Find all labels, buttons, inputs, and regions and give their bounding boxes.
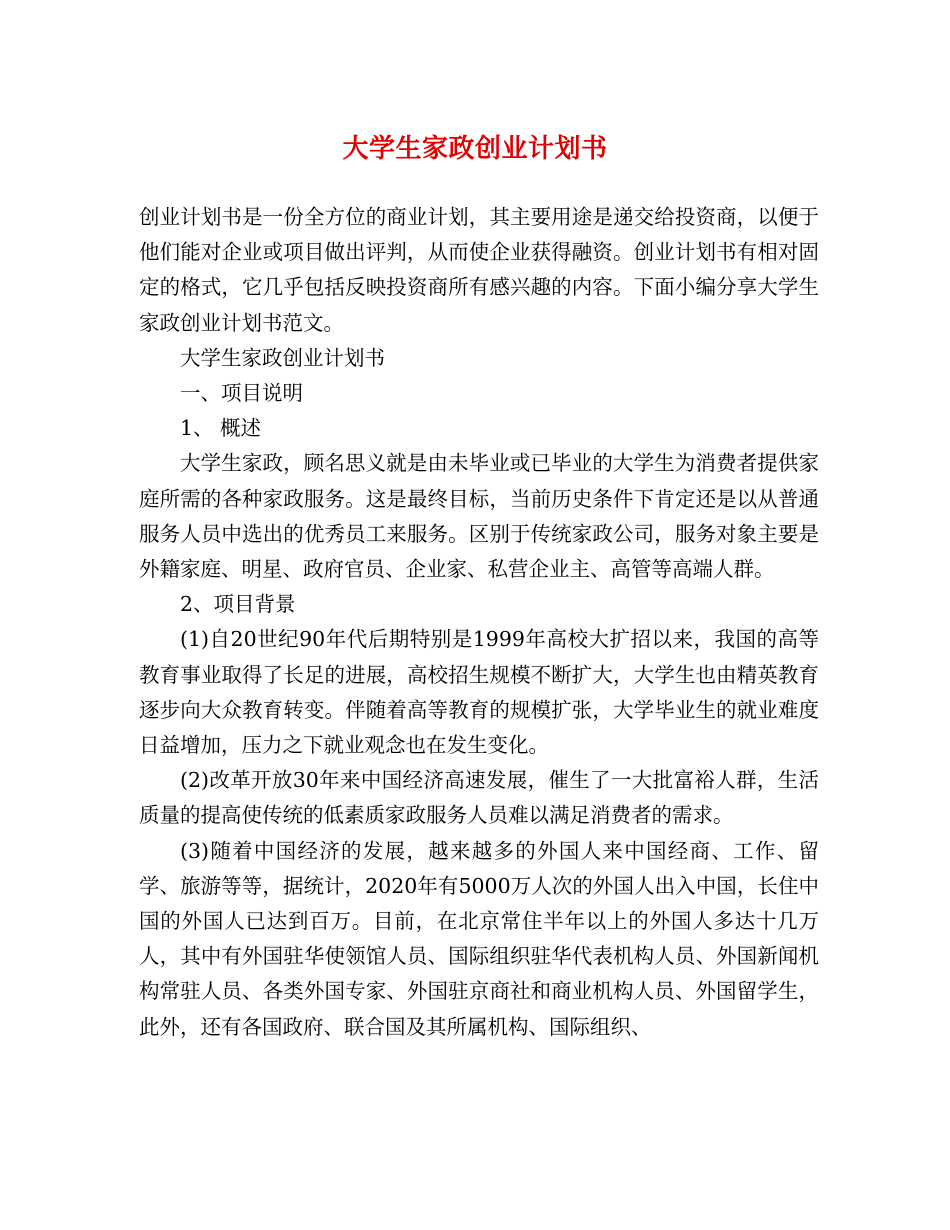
body-paragraph: 大学生家政，顾名思义就是由未毕业或已毕业的大学生为消费者提供家庭所需的各种家政服务。这是最终目标，当前历史条件下肯定还是以从普通服务人员中选出的优秀员工来服务。区别于传统家政公司，服务对象主要是外籍家庭、明星、政府官员、企业家、私营企业主、高管等高端人群。 — [139, 451, 819, 582]
body-paragraph: (1)自20世纪90年代后期特别是1999年高校大扩招以来，我国的高等教育事业取得了长足的进展，高校招生规模不断扩大，大学生也由精英教育逐步向大众教育转变。伴随着高等教育的规模扩张，大学毕业生的就业难度日益增加，压力之下就业观念也在发生变化。 — [139, 627, 819, 758]
document-body — [139, 200, 819, 1045]
body-paragraph: 2、项目背景 — [180, 592, 296, 617]
body-paragraph: 大学生家政创业计划书 — [180, 345, 385, 370]
body-paragraph: 创业计划书是一份全方位的商业计划，其主要用途是递交给投资商，以便于他们能对企业或项目做出评判，从而使企业获得融资。创业计划书有相对固定的格式，它几乎包括反映投资商所有感兴趣的内容。下面小编分享大学生家政创业计划书范文。 — [139, 205, 819, 335]
document-title: 大学生家政创业计划书 — [342, 134, 608, 164]
body-paragraph: 一、项目说明 — [180, 381, 303, 406]
body-paragraph: (2)改革开放30年来中国经济高速发展，催生了一大批富裕人群，生活质量的提高使传统的低素质家政服务人员难以满足消费者的需求。 — [139, 768, 819, 828]
body-paragraph: (3)随着中国经济的发展，越来越多的外国人来中国经商、工作、留学、旅游等等，据统计，2020年有5000万人次的外国人出入中国，长住中国的外国人已达到百万。目前，在北京常住半年以上的外国人多达十几万人，其中有外国驻华使领馆人员、国际组织驻华代表机构人员、外国新闻机构常驻人员、各类外国专家、外国驻京商社和商业机构人员、外国留学生，此外，还有各国政府、联合国及其所属机构、国际组织、 — [139, 838, 819, 1039]
body-paragraph: 1、 概述 — [180, 416, 262, 441]
